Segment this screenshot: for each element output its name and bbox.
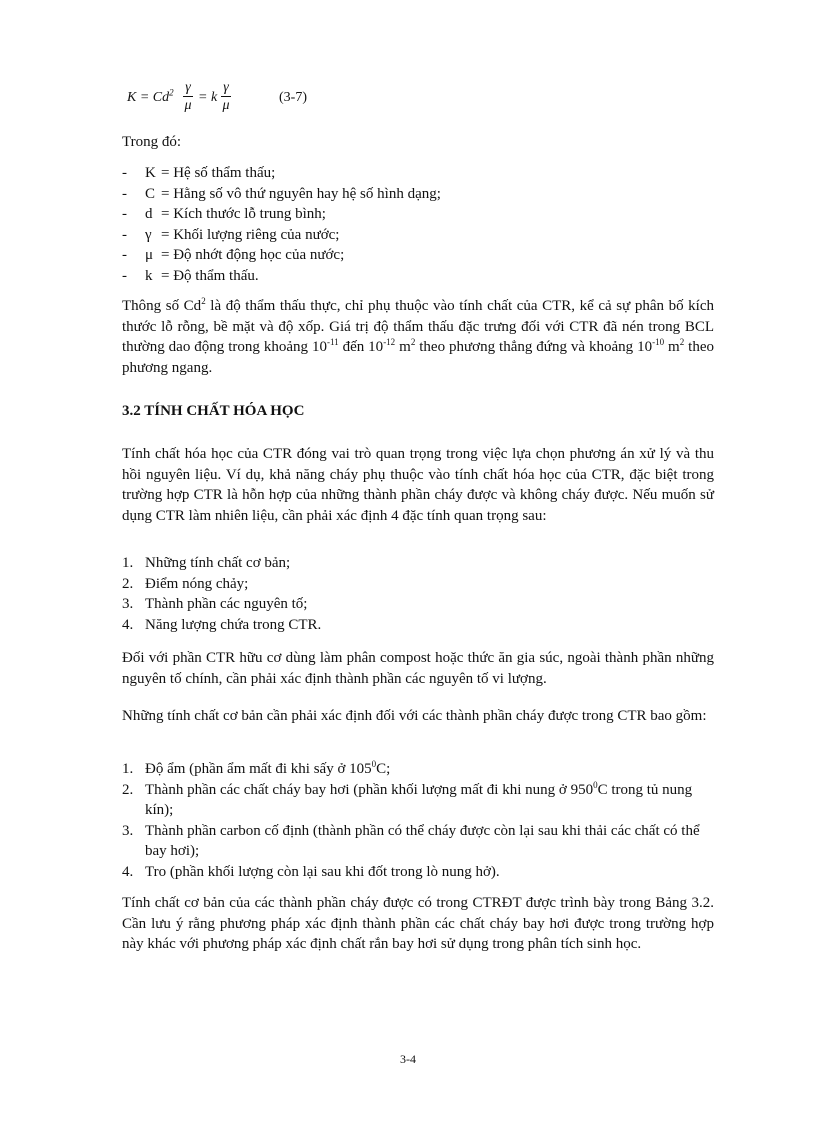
paragraph-chemical-properties: Tính chất hóa học của CTR đóng vai trò quan trọng trong việc lựa chọn phương án xử lý và thu hồi nguyên liệu. Ví dụ, khả năng cháy phụ thuộc vào tính chất hóa học của CTR, đặc biệt trong trường hợp CTR là hỗn hợp của những thành phần cháy được và không cháy được. Nếu muốn sử dụng CTR làm nhiên liệu, cần phải xác định 4 đặc tính quan trọng sau: (122, 446, 714, 524)
list-item: 4. Tro (phần khối lượng còn lại sau khi đốt trong lò nung hở). (122, 863, 500, 880)
formula-lhs: $K = Cd^2$ (127, 87, 174, 105)
list-item: 3. Thành phần carbon cố định (thành phần có thể cháy được còn lại sau khi thải các chất có thể bay hơi); (122, 822, 700, 859)
list-item: 2. Điểm nóng chảy; (122, 575, 249, 592)
variable-item: - μ = Độ nhớt động học của nước; (122, 247, 345, 263)
list-item: 2. Thành phần các chất cháy bay hơi (phần khối lượng mất đi khi nung ở $950^0C$ trong tủ nung kín); (122, 779, 693, 818)
list-item: 3. Thành phần các nguyên tố; (122, 596, 308, 612)
formula-mid: = k (198, 90, 218, 105)
variable-item: - K = Hệ số thẩm thấu; (122, 165, 276, 181)
variable-item: - C = Hằng số vô thứ nguyên hay hệ số hình dạng; (122, 185, 441, 202)
fuel-properties-list (122, 553, 714, 635)
paragraph-table-reference: Tính chất cơ bản của các thành phần cháy được có trong CTRĐT được trình bày trong Bảng 3.2. Cần lưu ý rằng phương pháp xác định thành phần các chất cháy bay hơi được trong trường hợp này khác với phương pháp xác định chất rắn bay hơi sử dụng trong phân tích sinh học. (122, 895, 714, 952)
paragraph-permeability: Thông số Cd$^2$ là độ thẩm thấu thực, chỉ phụ thuộc vào tính chất của CTR, kể cả sự phân bố kích thước lỗ rỗng, bề mặt và độ xốp. Giá trị độ thẩm thấu đặc trưng đối với CTR đã nén trong BCL thường dao động trong khoảng $10^{-11}$ đến $10^{-12}$ $m^2$ theo phương thẳng đứng và khoảng $10^{-10}$ $m^2$ theo phương ngang. (122, 296, 715, 376)
paragraph-organic: Đối với phần CTR hữu cơ dùng làm phân compost hoặc thức ăn gia súc, ngoài thành phần những nguyên tố chính, cần phải xác định thành phần các nguyên tố vi lượng. (122, 650, 714, 687)
formula-fraction-1: γ μ (184, 80, 192, 113)
variable-item: - k = Độ thẩm thấu. (122, 267, 259, 284)
list-item: 4. Năng lượng chứa trong CTR. (122, 616, 322, 633)
list-item: 1. Độ ẩm (phần ẩm mất đi khi sấy ở $105^0C$; (122, 759, 391, 777)
variable-item: - γ = Khối lượng riêng của nước; (122, 226, 340, 243)
variable-list (122, 163, 714, 286)
variable-item: - d = Kích thước lỗ trung bình; (122, 206, 326, 222)
page-number: 3-4 (400, 1052, 416, 1066)
section-heading: 3.2 TÍNH CHẤT HÓA HỌC (122, 403, 305, 419)
formula-3-7 (127, 82, 427, 122)
formula-fraction-2: γ μ (222, 80, 230, 113)
equation-number: (3-7) (279, 90, 307, 105)
where-label: Trong đó: (122, 134, 182, 150)
paragraph-basic-properties: Những tính chất cơ bản cần phải xác định đối với các thành phần cháy được trong CTR bao gồm: (122, 708, 707, 724)
list-item: 1. Những tính chất cơ bản; (122, 555, 291, 571)
basic-properties-list (122, 759, 714, 882)
